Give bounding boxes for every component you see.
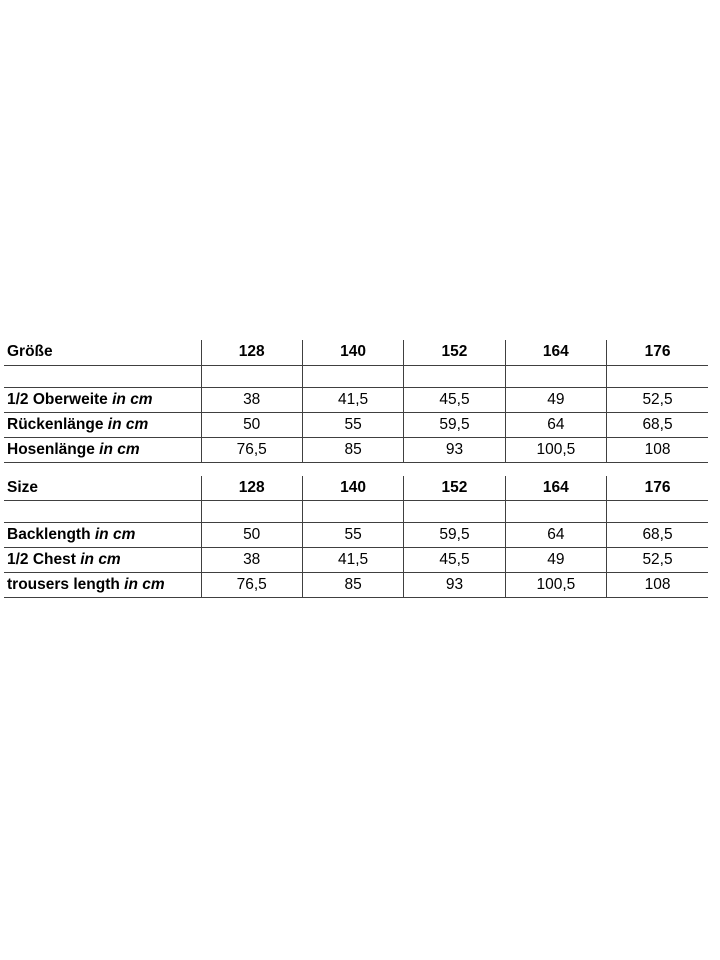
cell-value: 68,5 (607, 523, 708, 548)
cell-value: 76,5 (201, 437, 302, 462)
cell-value: 55 (302, 523, 403, 548)
empty-cell (302, 501, 403, 523)
table-header-row (4, 476, 708, 501)
cell-value: 50 (201, 523, 302, 548)
size-column-header: 176 (607, 476, 708, 501)
empty-cell (201, 501, 302, 523)
row-label: Backlength (7, 526, 91, 543)
cell-value: 108 (607, 573, 708, 598)
empty-cell (505, 365, 606, 387)
empty-cell (607, 501, 708, 523)
cell-value: 68,5 (607, 412, 708, 437)
cell-value: 108 (607, 437, 708, 462)
cell-value: 50 (201, 412, 302, 437)
empty-cell (201, 365, 302, 387)
cell-value: 38 (201, 548, 302, 573)
cell-value: 76,5 (201, 573, 302, 598)
cell-value: 85 (302, 437, 403, 462)
cell-value: 41,5 (302, 387, 403, 412)
cell-value: 93 (404, 573, 505, 598)
measurement-label-cell (4, 548, 201, 573)
empty-cell (404, 365, 505, 387)
cell-value: 52,5 (607, 387, 708, 412)
size-table-english (4, 476, 708, 599)
size-column-header: 176 (607, 340, 708, 365)
cell-value: 38 (201, 387, 302, 412)
size-column-header: 164 (505, 340, 606, 365)
row-label: 1/2 Chest (7, 551, 76, 568)
table-header-row (4, 340, 708, 365)
table-row (4, 437, 708, 462)
table-row (4, 523, 708, 548)
size-column-header: 128 (201, 340, 302, 365)
measurement-label-cell (4, 523, 201, 548)
cell-value: 55 (302, 412, 403, 437)
table-separator (4, 463, 708, 476)
row-unit: in cm (112, 390, 153, 408)
table-row (4, 548, 708, 573)
cell-value: 49 (505, 548, 606, 573)
row-unit: in cm (94, 526, 136, 543)
size-column-header: 164 (505, 476, 606, 501)
size-column-header: 128 (201, 476, 302, 501)
cell-value: 52,5 (607, 548, 708, 573)
measurement-label-cell (4, 573, 201, 598)
cell-value: 85 (302, 573, 403, 598)
size-charts-container (4, 340, 708, 598)
cell-value: 64 (505, 412, 606, 437)
row-unit: in cm (124, 576, 165, 593)
cell-value: 100,5 (505, 573, 606, 598)
cell-value: 59,5 (404, 523, 505, 548)
cell-value: 93 (404, 437, 505, 462)
empty-cell (4, 501, 201, 523)
table-row (4, 573, 708, 598)
row-label: trousers length (7, 576, 120, 593)
size-column-header: 152 (404, 340, 505, 365)
table-row (4, 387, 708, 412)
row-label: 1/2 Oberweite (7, 390, 108, 408)
row-label: Rückenlänge (7, 415, 104, 433)
cell-value: 45,5 (404, 387, 505, 412)
cell-value: 59,5 (404, 412, 505, 437)
measurement-label-cell (4, 437, 201, 462)
table-title-groesse: Größe (4, 340, 201, 365)
cell-value: 64 (505, 523, 606, 548)
cell-value: 49 (505, 387, 606, 412)
measurement-label-cell (4, 387, 201, 412)
measurement-label-cell (4, 412, 201, 437)
table-row (4, 412, 708, 437)
cell-value: 100,5 (505, 437, 606, 462)
spacer-row (4, 501, 708, 523)
row-label: Hosenlänge (7, 440, 95, 458)
row-unit: in cm (80, 551, 121, 568)
size-column-header: 152 (404, 476, 505, 501)
empty-cell (607, 365, 708, 387)
cell-value: 45,5 (404, 548, 505, 573)
spacer-row (4, 365, 708, 387)
size-table-german (4, 340, 708, 463)
row-unit: in cm (99, 440, 140, 458)
row-unit: in cm (107, 415, 149, 433)
empty-cell (404, 501, 505, 523)
size-column-header: 140 (302, 340, 403, 365)
empty-cell (505, 501, 606, 523)
empty-cell (4, 365, 201, 387)
table-title-size: Size (4, 476, 201, 501)
size-column-header: 140 (302, 476, 403, 501)
cell-value: 41,5 (302, 548, 403, 573)
empty-cell (302, 365, 403, 387)
